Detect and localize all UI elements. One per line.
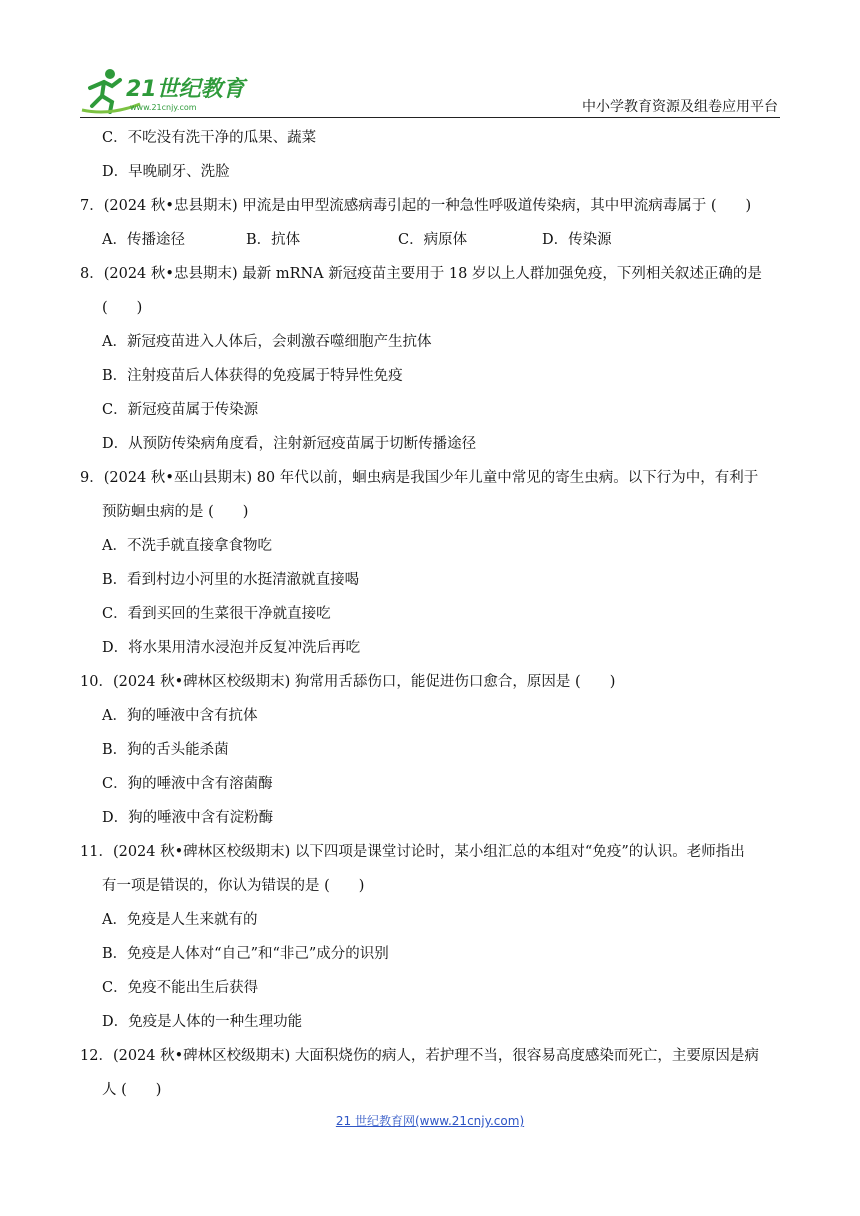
question-line: 10．(2024 秋•碑林区校级期末) 狗常用舌舔伤口，能促进伤口愈合，原因是 ( ) <box>80 674 616 690</box>
text-line: B．注射疫苗后人体获得的免疫属于特异性免疫 <box>102 368 403 384</box>
platform-name: 中小学教育资源及组卷应用平台 <box>582 99 778 115</box>
text-line: A．新冠疫苗进入人体后，会刺激吞噬细胞产生抗体 <box>102 334 432 350</box>
text-line: 人 ( ) <box>102 1082 162 1098</box>
footer-link[interactable]: 21 世纪教育网(www.21cnjy.com) <box>335 1114 525 1128</box>
text-line: A．免疫是人生来就有的 <box>102 912 258 928</box>
text-line: B．看到村边小河里的水挺清澈就直接喝 <box>102 572 360 588</box>
text-line: D．从预防传染病角度看，注射新冠疫苗属于切断传播途径 <box>102 436 477 452</box>
text-line: C．狗的唾液中含有溶菌酶 <box>102 776 273 792</box>
text-line: C．不吃没有洗干净的瓜果、蔬菜 <box>102 130 317 146</box>
question-line: 8．(2024 秋•忠县期末) 最新 mRNA 新冠疫苗主要用于 18 岁以上人群加强免疫，下列相关叙述正确的是 <box>80 266 762 282</box>
question-line: 9．(2024 秋•巫山县期末) 80 年代以前，蛔虫病是我国少年儿童中常见的寄生虫病。以下行为中，有利于 <box>80 470 759 486</box>
question-line: 12．(2024 秋•碑林区校级期末) 大面积烧伤的病人，若护理不当，很容易高度感染而死亡，主要原因是病 <box>80 1048 759 1064</box>
option-text: B．抗体 <box>246 232 301 248</box>
text-line: D．狗的唾液中含有淀粉酶 <box>102 810 274 826</box>
text-line: C．免疫不能出生后获得 <box>102 980 259 996</box>
option-row <box>80 223 780 257</box>
text-line: A．不洗手就直接拿食物吃 <box>102 538 272 554</box>
page-header <box>80 66 780 118</box>
text-line: ( ) <box>102 300 143 316</box>
text-line: C．新冠疫苗属于传染源 <box>102 402 259 418</box>
text-line: D．早晚刷牙、洗脸 <box>102 164 230 180</box>
text-line: D．将水果用清水浸泡并反复冲洗后再吃 <box>102 640 361 656</box>
text-line: B．狗的舌头能杀菌 <box>102 742 229 758</box>
option-text: D．传染源 <box>542 232 612 248</box>
text-line: A．狗的唾液中含有抗体 <box>102 708 258 724</box>
question-line: 11．(2024 秋•碑林区校级期末) 以下四项是课堂讨论时，某小组汇总的本组对“免疫”的认识。老师指出 <box>80 844 745 860</box>
text-line: 有一项是错误的，你认为错误的是 ( ) <box>102 878 365 894</box>
svg-text:www.21cnjy.com: www.21cnjy.com <box>130 103 197 112</box>
text-line: D．免疫是人体的一种生理功能 <box>102 1014 303 1030</box>
option-text: A．传播途径 <box>102 232 185 248</box>
text-line: 预防蛔虫病的是 ( ) <box>102 504 249 520</box>
page-footer <box>0 1112 860 1129</box>
site-logo <box>80 66 250 116</box>
text-line: B．免疫是人体对“自己”和“非己”成分的识别 <box>102 946 389 962</box>
text-line: C．看到买回的生菜很干净就直接吃 <box>102 606 331 622</box>
option-text: C．病原体 <box>398 232 468 248</box>
question-content <box>80 121 780 1107</box>
question-line: 7．(2024 秋•忠县期末) 甲流是由甲型流感病毒引起的一种急性呼吸道传染病，其中甲流病毒属于 ( ) <box>80 198 752 214</box>
header-divider <box>80 117 780 118</box>
svg-text:21世纪教育: 21世纪教育 <box>126 77 245 102</box>
